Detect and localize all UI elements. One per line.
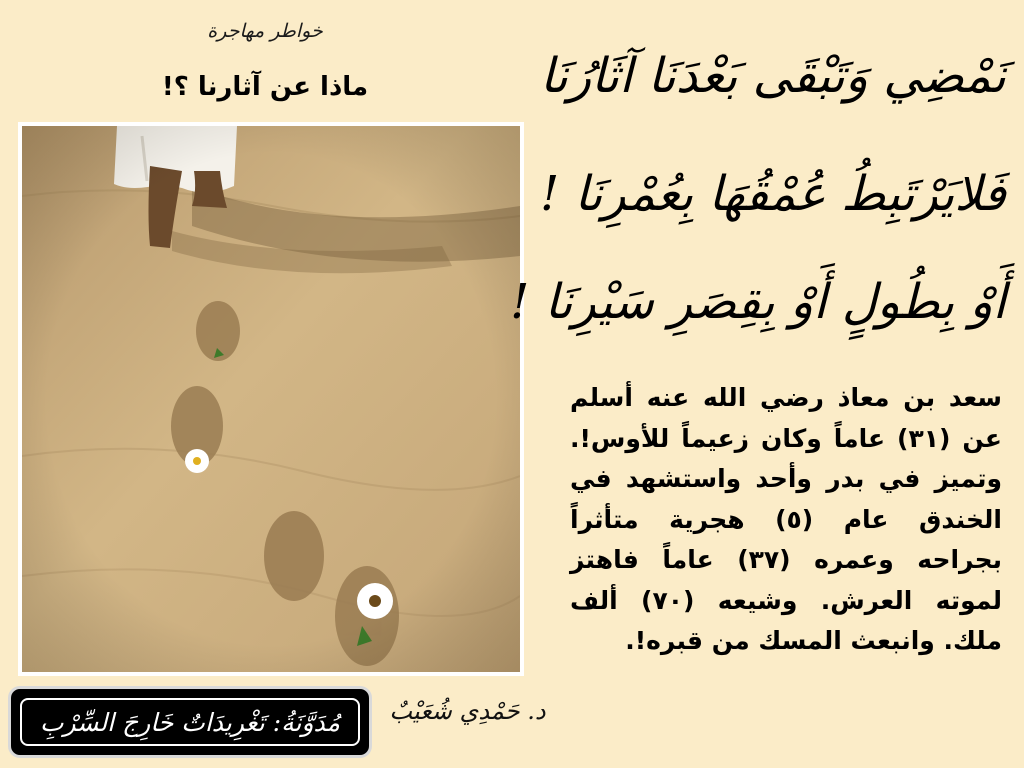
prose-text: سعد بن معاذ رضي الله عنه أسلم عن (٣١) عاماً وكان زعيماً للأوس!. وتميز في بدر وأحد واستشهد في الخندق عام (٥) هجرية متأثراً بجراحه وعمره (٣٧) عاماً فاهتز لموته العرش. وشيعه (٧٠) ألف ملك. وانبعث المسك من قبره!. xyxy=(570,383,1003,655)
blog-label: مُدَوَّنَةُ: xyxy=(272,707,341,737)
author-signature: د. حَمْدِي شُعَيْبٌ xyxy=(389,697,546,725)
poem-line-3: أَوْ بِطُولٍ أَوْ بِقِصَرِ سَيْرِنَا ! xyxy=(510,274,1006,330)
footprints-photo xyxy=(18,122,524,676)
blog-badge xyxy=(8,686,372,758)
post-title: ماذا عن آثارنا ؟! xyxy=(161,72,369,102)
blog-name: تَغْرِيدَاتٌ خَارِجَ السِّرْبِ xyxy=(39,707,265,737)
blog-badge-inner xyxy=(20,698,360,746)
footprints-image xyxy=(22,126,520,672)
poem-line-1: نَمْضِي وَتَبْقَى بَعْدَنَا آثَارُنَا xyxy=(539,48,1006,104)
poem-line-2: فَلايَرْتَبِطُ عُمْقُهَا بِعُمْرِنَا ! xyxy=(539,166,1006,222)
series-title: خواطر مهاجرة xyxy=(207,20,323,42)
